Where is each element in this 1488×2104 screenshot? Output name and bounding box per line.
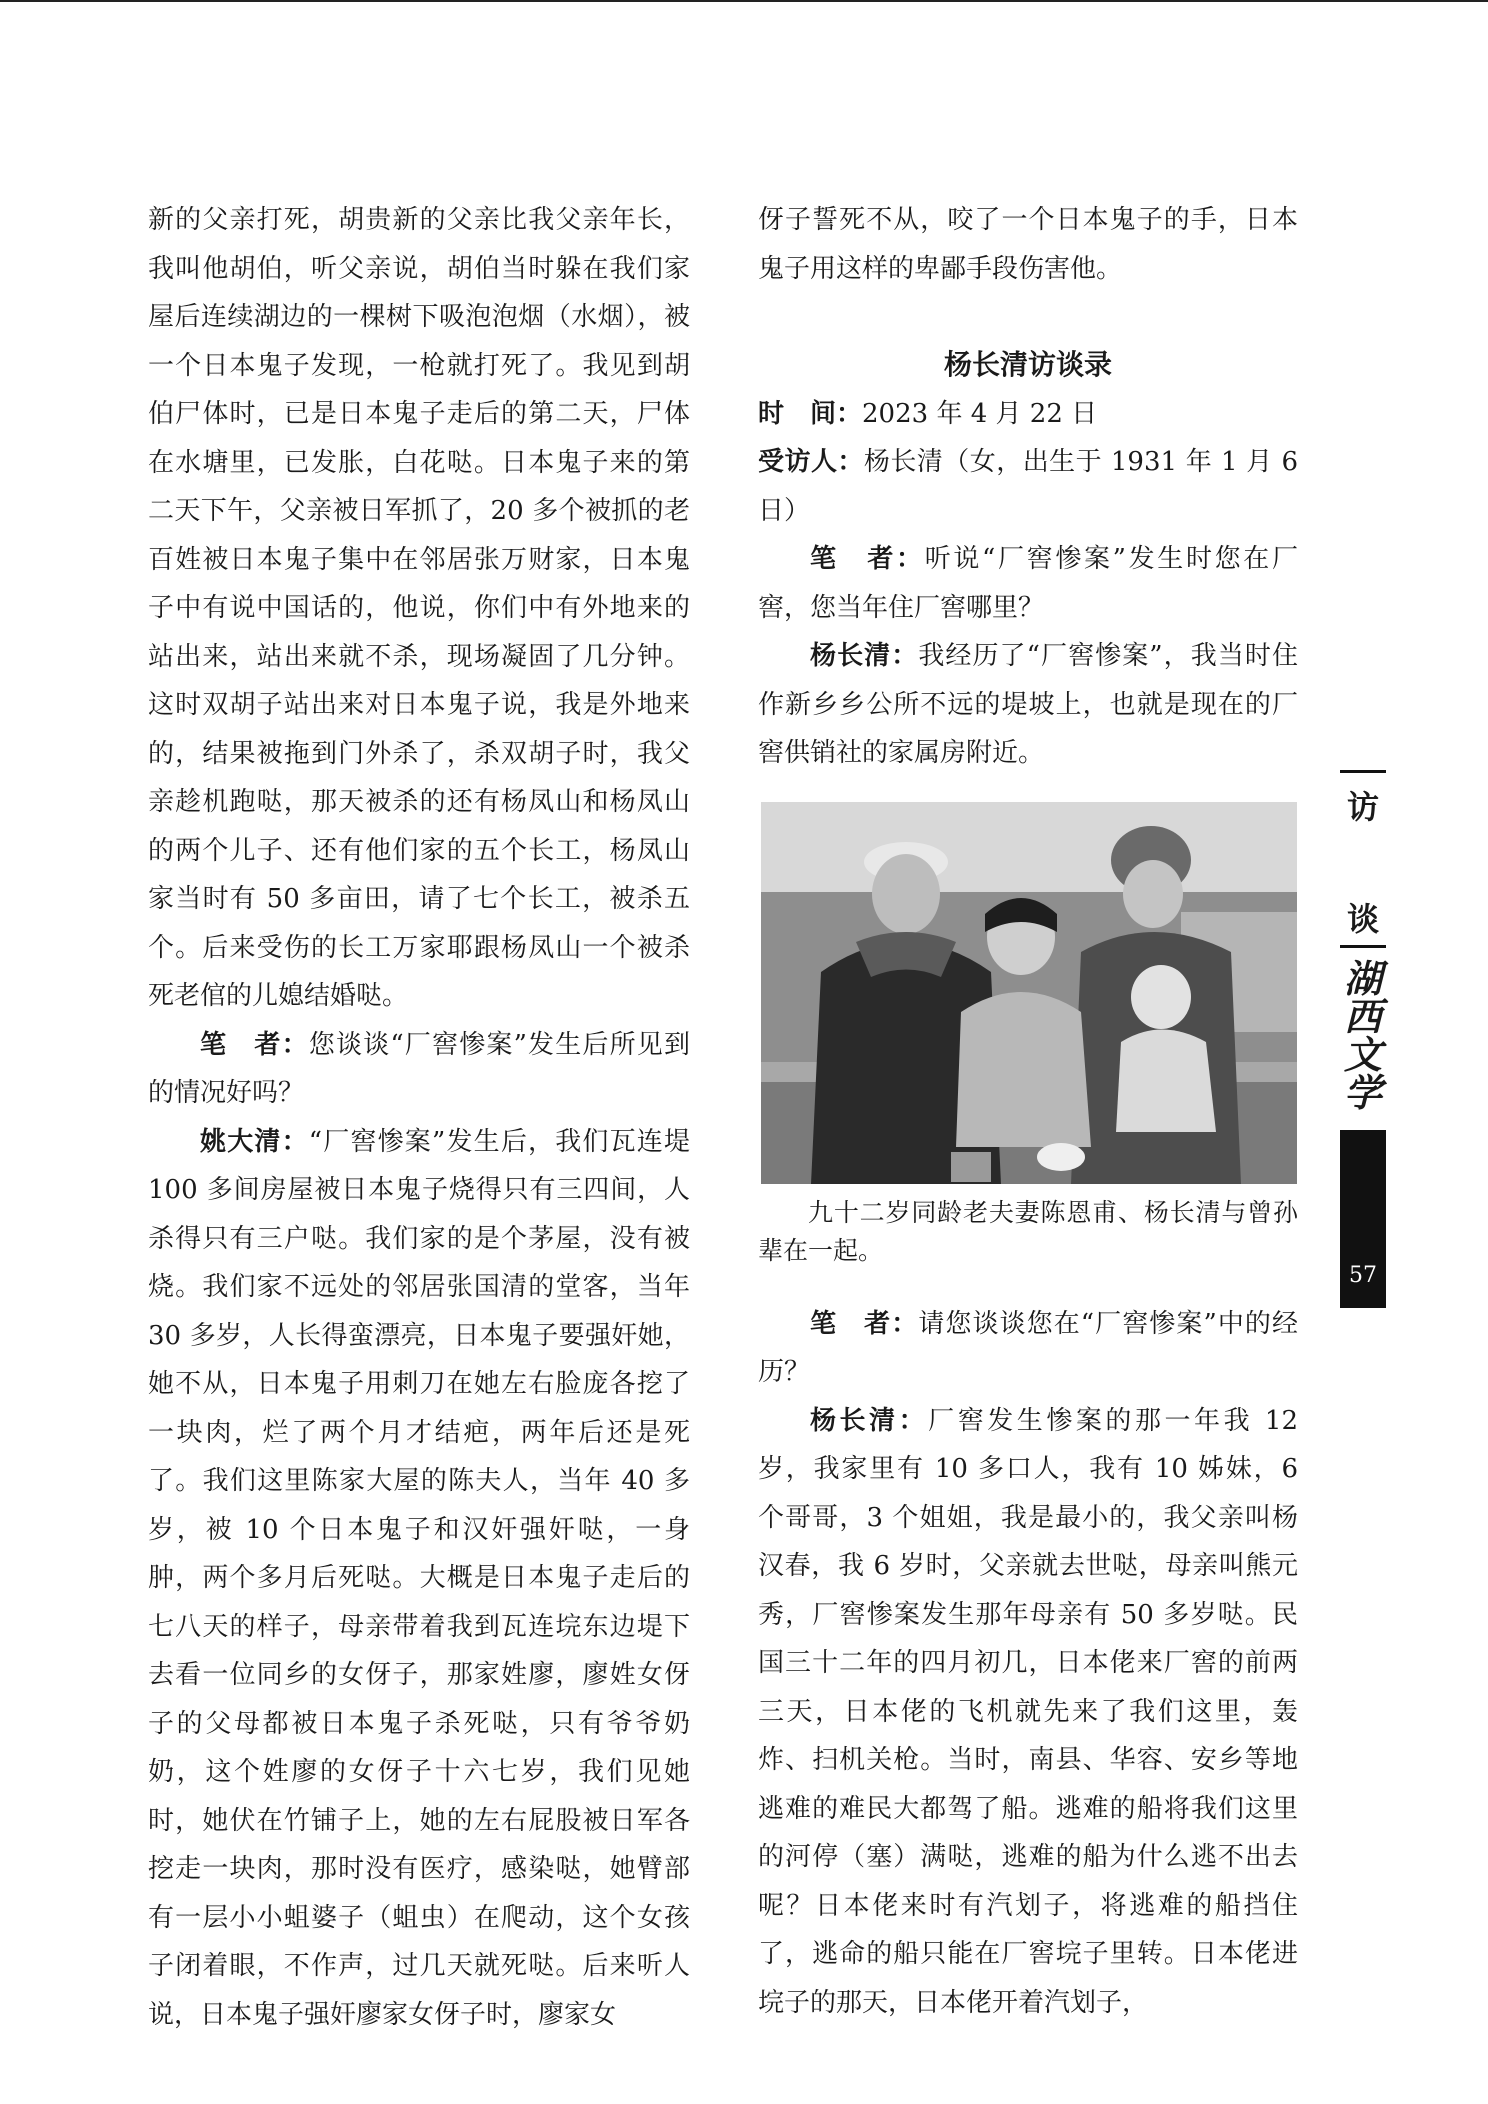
interview-time (758, 390, 1298, 439)
magazine-logo (1340, 956, 1386, 1115)
question-text: 请您谈谈您在“厂窖惨案”中的经历？ (758, 1308, 1298, 1387)
paragraph-continued: 新的父亲打死，胡贵新的父亲比我父亲年长，我叫他胡伯，听父亲说，胡伯当时躲在我们家屋后连续湖边的一棵树下吸泡泡烟（水烟），被一个日本鬼子发现，一枪就打死了。我见到胡伯尸体时，已是日本鬼子走后的第二天，尸体在水塘里，已发胀，白花哒。日本鬼子来的第二天下午，父亲被日军抓了，20 多个被抓的老百姓被日本鬼子集中在邻居张万财家，日本鬼子中有说中国话的，他说，你们中有外地来的站出来，站出来就不杀，现场凝固了几分钟。这时双胡子站出来对日本鬼子说，我是外地来的，结果被拖到门外杀了，杀双胡子时，我父亲趁机跑哒，那天被杀的还有杨凤山和杨凤山的两个儿子、还有他们家的五个长工，杨凤山家当时有 50 多亩田，请了七个长工，被杀五个。后来受伤的长工万家耶跟杨凤山一个被杀死老倌的儿媳结婚哒。 (148, 205, 690, 1011)
section-title: 杨长清访谈录 (943, 348, 1112, 381)
interviewee-info (758, 438, 1298, 535)
section-label-char-2: 谈 (1346, 900, 1379, 938)
interview-answer (148, 1118, 690, 2040)
left-column (148, 196, 690, 2039)
answer-speaker: 杨长清： (810, 1405, 929, 1436)
interviewee-label: 受访人： (758, 447, 864, 477)
interview-question (758, 1300, 1298, 1397)
family-photo (761, 802, 1297, 1184)
page-number-block (1340, 1130, 1386, 1308)
interview-answer (758, 1397, 1298, 2028)
sidebar-rule-top (1340, 770, 1386, 773)
time-value: 2023 年 4 月 22 日 (862, 398, 1098, 429)
magazine-logo-char: 文 (1343, 1032, 1382, 1077)
section-label-char-1: 访 (1346, 788, 1379, 826)
top-border (0, 0, 1488, 2)
question-speaker: 笔 者： (810, 1308, 919, 1339)
magazine-logo-char: 学 (1343, 1070, 1382, 1115)
magazine-logo-char: 湖 (1343, 956, 1382, 1001)
question-speaker: 笔 者： (810, 544, 925, 574)
time-label: 时 间： (758, 398, 863, 429)
section-sidebar (1340, 770, 1386, 1308)
interview-question (148, 1021, 690, 1118)
interview-question (758, 535, 1298, 632)
answer-text: 厂窖发生惨案的那一年我 12 岁，我家里有 10 多口人，我有 10 姊妹，6 个哥哥，3 个姐姐，我是最小的，我父亲叫杨汉春，我 6 岁时，父亲就去世哒，母亲叫熊元秀，厂窖惨案发生那年母亲有 50 多岁哒。民国三十二年的四月初几，日本佬来厂窖的前两三天，日本佬的飞机就先来了我们这里，轰炸、扫机关枪。当时，南县、华容、安乡等地逃难的难民大都驾了船。逃难的船将我们这里的河停（塞）满哒，逃难的船为什么逃不出去呢？日本佬来时有汽划子，将逃难的船挡住了，逃命的船只能在厂窖垸子里转。日本佬进垸子的那天，日本佬开着汽划子， (758, 1405, 1298, 2018)
interviewee-value: 杨长清（女，出生于 1931 年 1 月 6 日） (758, 447, 1298, 526)
answer-speaker: 姚大清： (200, 1126, 309, 1157)
answer-speaker: 杨长清： (810, 641, 919, 671)
paragraph-continued: 伢子誓死不从，咬了一个日本鬼子的手，日本鬼子用这样的卑鄙手段伤害他。 (758, 205, 1298, 284)
sidebar-rule-bottom (1340, 945, 1386, 948)
page-number: 57 (1349, 1263, 1377, 1288)
magazine-logo-char: 西 (1343, 994, 1382, 1039)
question-text: 听说“厂窖惨案”发生时您在厂窖，您当年住厂窖哪里？ (758, 544, 1298, 623)
interview-answer (758, 632, 1298, 778)
question-text: 您谈谈“厂窖惨案”发生后所见到的情况好吗？ (148, 1029, 690, 1108)
answer-text: 我经历了“厂窖惨案”，我当时住作新乡乡公所不远的堤坡上，也就是现在的厂窖供销社的家属房附近。 (758, 641, 1298, 768)
photo-caption: 九十二岁同龄老夫妻陈恩甫、杨长清与曾孙辈在一起。 (758, 1197, 1298, 1265)
right-column (758, 196, 1298, 2027)
family-photo-illustration (761, 802, 1297, 1184)
question-speaker: 笔 者： (200, 1029, 309, 1060)
answer-text: “厂窖惨案”发生后，我们瓦连堤 100 多间房屋被日本鬼子烧得只有三四间，人杀得只有三户哒。我们家的是个茅屋，没有被烧。我们家不远处的邻居张国清的堂客，当年 30 多岁，人长得蛮漂亮，日本鬼子要强奸她，她不从，日本鬼子用刺刀在她左右脸庞各挖了一块肉，烂了两个月才结疤，两年后还是死了。我们这里陈家大屋的陈夫人，当年 40 多岁，被 10 个日本鬼子和汉奸强奸哒，一身肿，两个多月后死哒。大概是日本鬼子走后的七八天的样子，母亲带着我到瓦连垸东边堤下去看一位同乡的女伢子，那家姓廖，廖姓女伢子的父母都被日本鬼子杀死哒，只有爷爷奶奶，这个姓廖的女伢子十六七岁，我们见她时，她伏在竹铺子上，她的左右屁股被日军各挖走一块肉，那时没有医疗，感染哒，她臂部有一层小小蛆婆子（蛆虫）在爬动，这个女孩子闭着眼，不作声，过几天就死哒。后来听人说，日本鬼子强奸廖家女伢子时，廖家女 (148, 1126, 690, 2030)
